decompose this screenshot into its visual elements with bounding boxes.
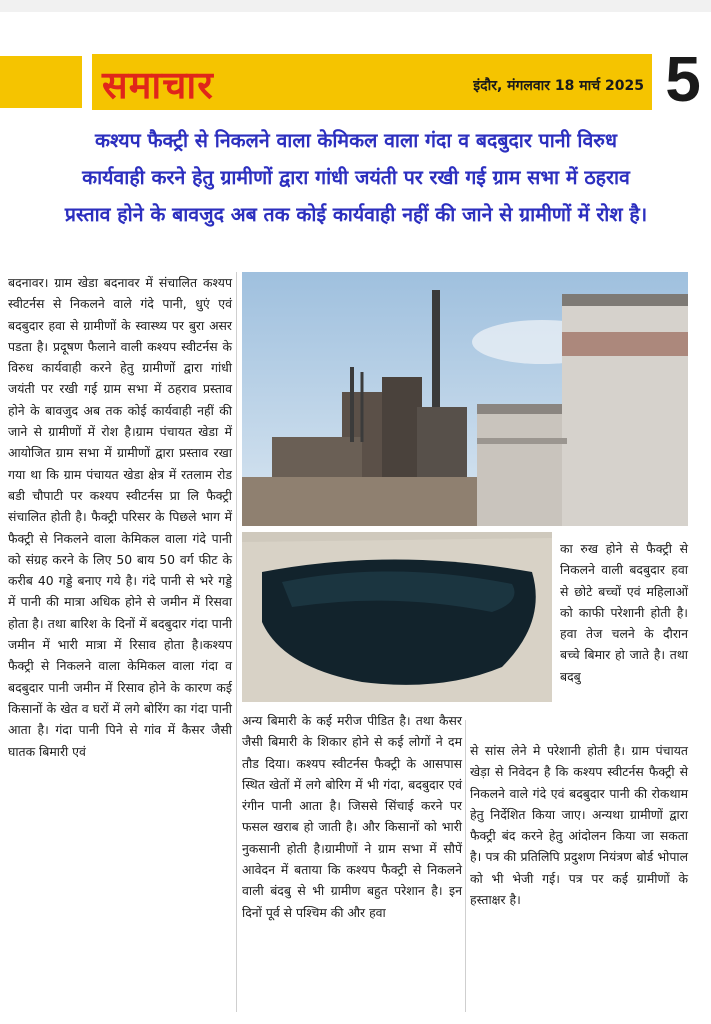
factory-photo xyxy=(242,272,688,526)
article-column-right: से सांस लेने मे परेशानी होती है। ग्राम पंचायत खेड़ा से निवेदन है कि कश्यप स्वीटर्नस फैक्ट्री से निकलने वाले गंदे एवं बदबुदार पानी की रोकथाम हेतु निर्देशित किया जाए। अन्यथा ग्रामीणों द्वारा फैक्ट्री बंद करने हेतु आंदोलन किया जा सकता है। पत्र की प्रतिलिपि प्रदुशण नियंत्रण बोर्ड भोपाल को भी भेजी गई। पत्र पर कई ग्रामीणों के हस्ताक्षर है। xyxy=(470,743,688,908)
header-bar-left xyxy=(0,56,82,108)
column-divider xyxy=(236,272,237,1012)
header-banner xyxy=(92,54,652,110)
page-number: 5 xyxy=(665,43,701,115)
headline-line-2: कार्यवाही करने हेतु ग्रामीणों द्वारा गांधी जयंती पर रखी गई ग्राम सभा में ठहराव xyxy=(82,166,630,189)
article-column-right-top: का रुख होने से फैक्ट्री से निकलने वाली बदबुदार हवा से छोटे बच्चों एवं महिलाओं को काफी परेशानी होती है। हवा तेज चलने के दौरान बच्चे बिमार हो जाते है। तथा बदबु xyxy=(560,541,688,684)
headline-line-3: प्रस्ताव होने के बावजुद अब तक कोई कार्यवाही नहीं की जाने से ग्रामीणों में रोश है। xyxy=(64,203,648,226)
article-column-middle: अन्य बिमारी के कई मरीज पीडित है। तथा कैसर जैसी बिमारी के शिकार होने से कई लोगों ने दम तौड दिया। कश्यप स्वीटर्नस फैक्ट्री के आसपास स्थित खेतों में लगे बोरिग में भी गंदा, बदबुदार एवं रंगीन पानी आता है। जिससे सिंचाई करने पर फसल खराब हो जाती है। और किसानों को भारी नुकसानी होती है।ग्रामीणों ने ग्राम सभा में सौपें आवेदन में बताया कि कश्यप फैक्ट्री से निकलने वाली बंदबु से भी ग्रामीण बहुत परेशान है। इन दिनों पूर्व से पश्चिम की और हवा xyxy=(242,713,462,920)
headline xyxy=(6,122,706,233)
top-strip xyxy=(0,0,711,12)
column-divider xyxy=(465,720,466,1012)
wastewater-pond-photo xyxy=(242,532,552,702)
masthead-title: समाचार xyxy=(102,62,214,107)
dateline: इंदौर, मंगलवार 18 मार्च 2025 xyxy=(473,78,644,94)
headline-line-1: कश्यप फैक्ट्री से निकलने वाला केमिकल वाला गंदा व बदबुदार पानी विरुध xyxy=(95,129,617,152)
article-column-left: बदनावर। ग्राम खेडा बदनावर में संचालित कश्यप स्वीटर्नस से निकलने वाले गंदे पानी, धुएं एवं बदबुदार हवा से ग्रामीणों के स्वास्थ्य पर बुरा असर पडता है। प्रदूषण फैलाने वाली कश्यप स्वीटर्नस के विरुध कार्यवाही करने हेतु ग्रामीणों द्वारा गांधी जयंती पर रखी गई ग्राम सभा में ठहराव प्रस्ताव होने के बावजुद अब तक कोई कार्यवाही नहीं की जाने से ग्रामीणों में रोश है।ग्राम पंचायत खेडा में आयोजित ग्राम सभा में ग्रामीणों द्वारा प्रस्ताव रखा गया था कि ग्राम पंचायत खेडा क्षेत्र में रतलाम रोड बडी चौपाटी पर कश्यप स्वीटर्नस प्रा लि फैक्ट्री संचालित होती है। फैक्ट्री परिसर के पिछले भाग में फैक्ट्री से निकलने वाला केमिकल वाला गंदे पानी को संग्रह करने के लिए 50 बाय 50 वर्ग फीट के करीब 40 गड्डे बनाए गये है। गंदे पानी से भरे गड्डे में पानी की मात्रा अधिक होने से जमीन में रिसवा होता है। तथा बारिश के दिनों में बदबुदार गंदा पानी जमीन में भारी मात्रा में रिसाव होता है।कश्यप फैक्ट्री से निकलने वाला केमिकल वाला गंदा व बदबुदार पानी जमीन में रिसाव होने के कारण कई किसानों के खेत व घरों में लगे बोरिंग का गंदा पानी आता है। गंदा पानी पिने से गांव में कैसर जैसी घातक बिमारी एवं xyxy=(8,275,232,759)
